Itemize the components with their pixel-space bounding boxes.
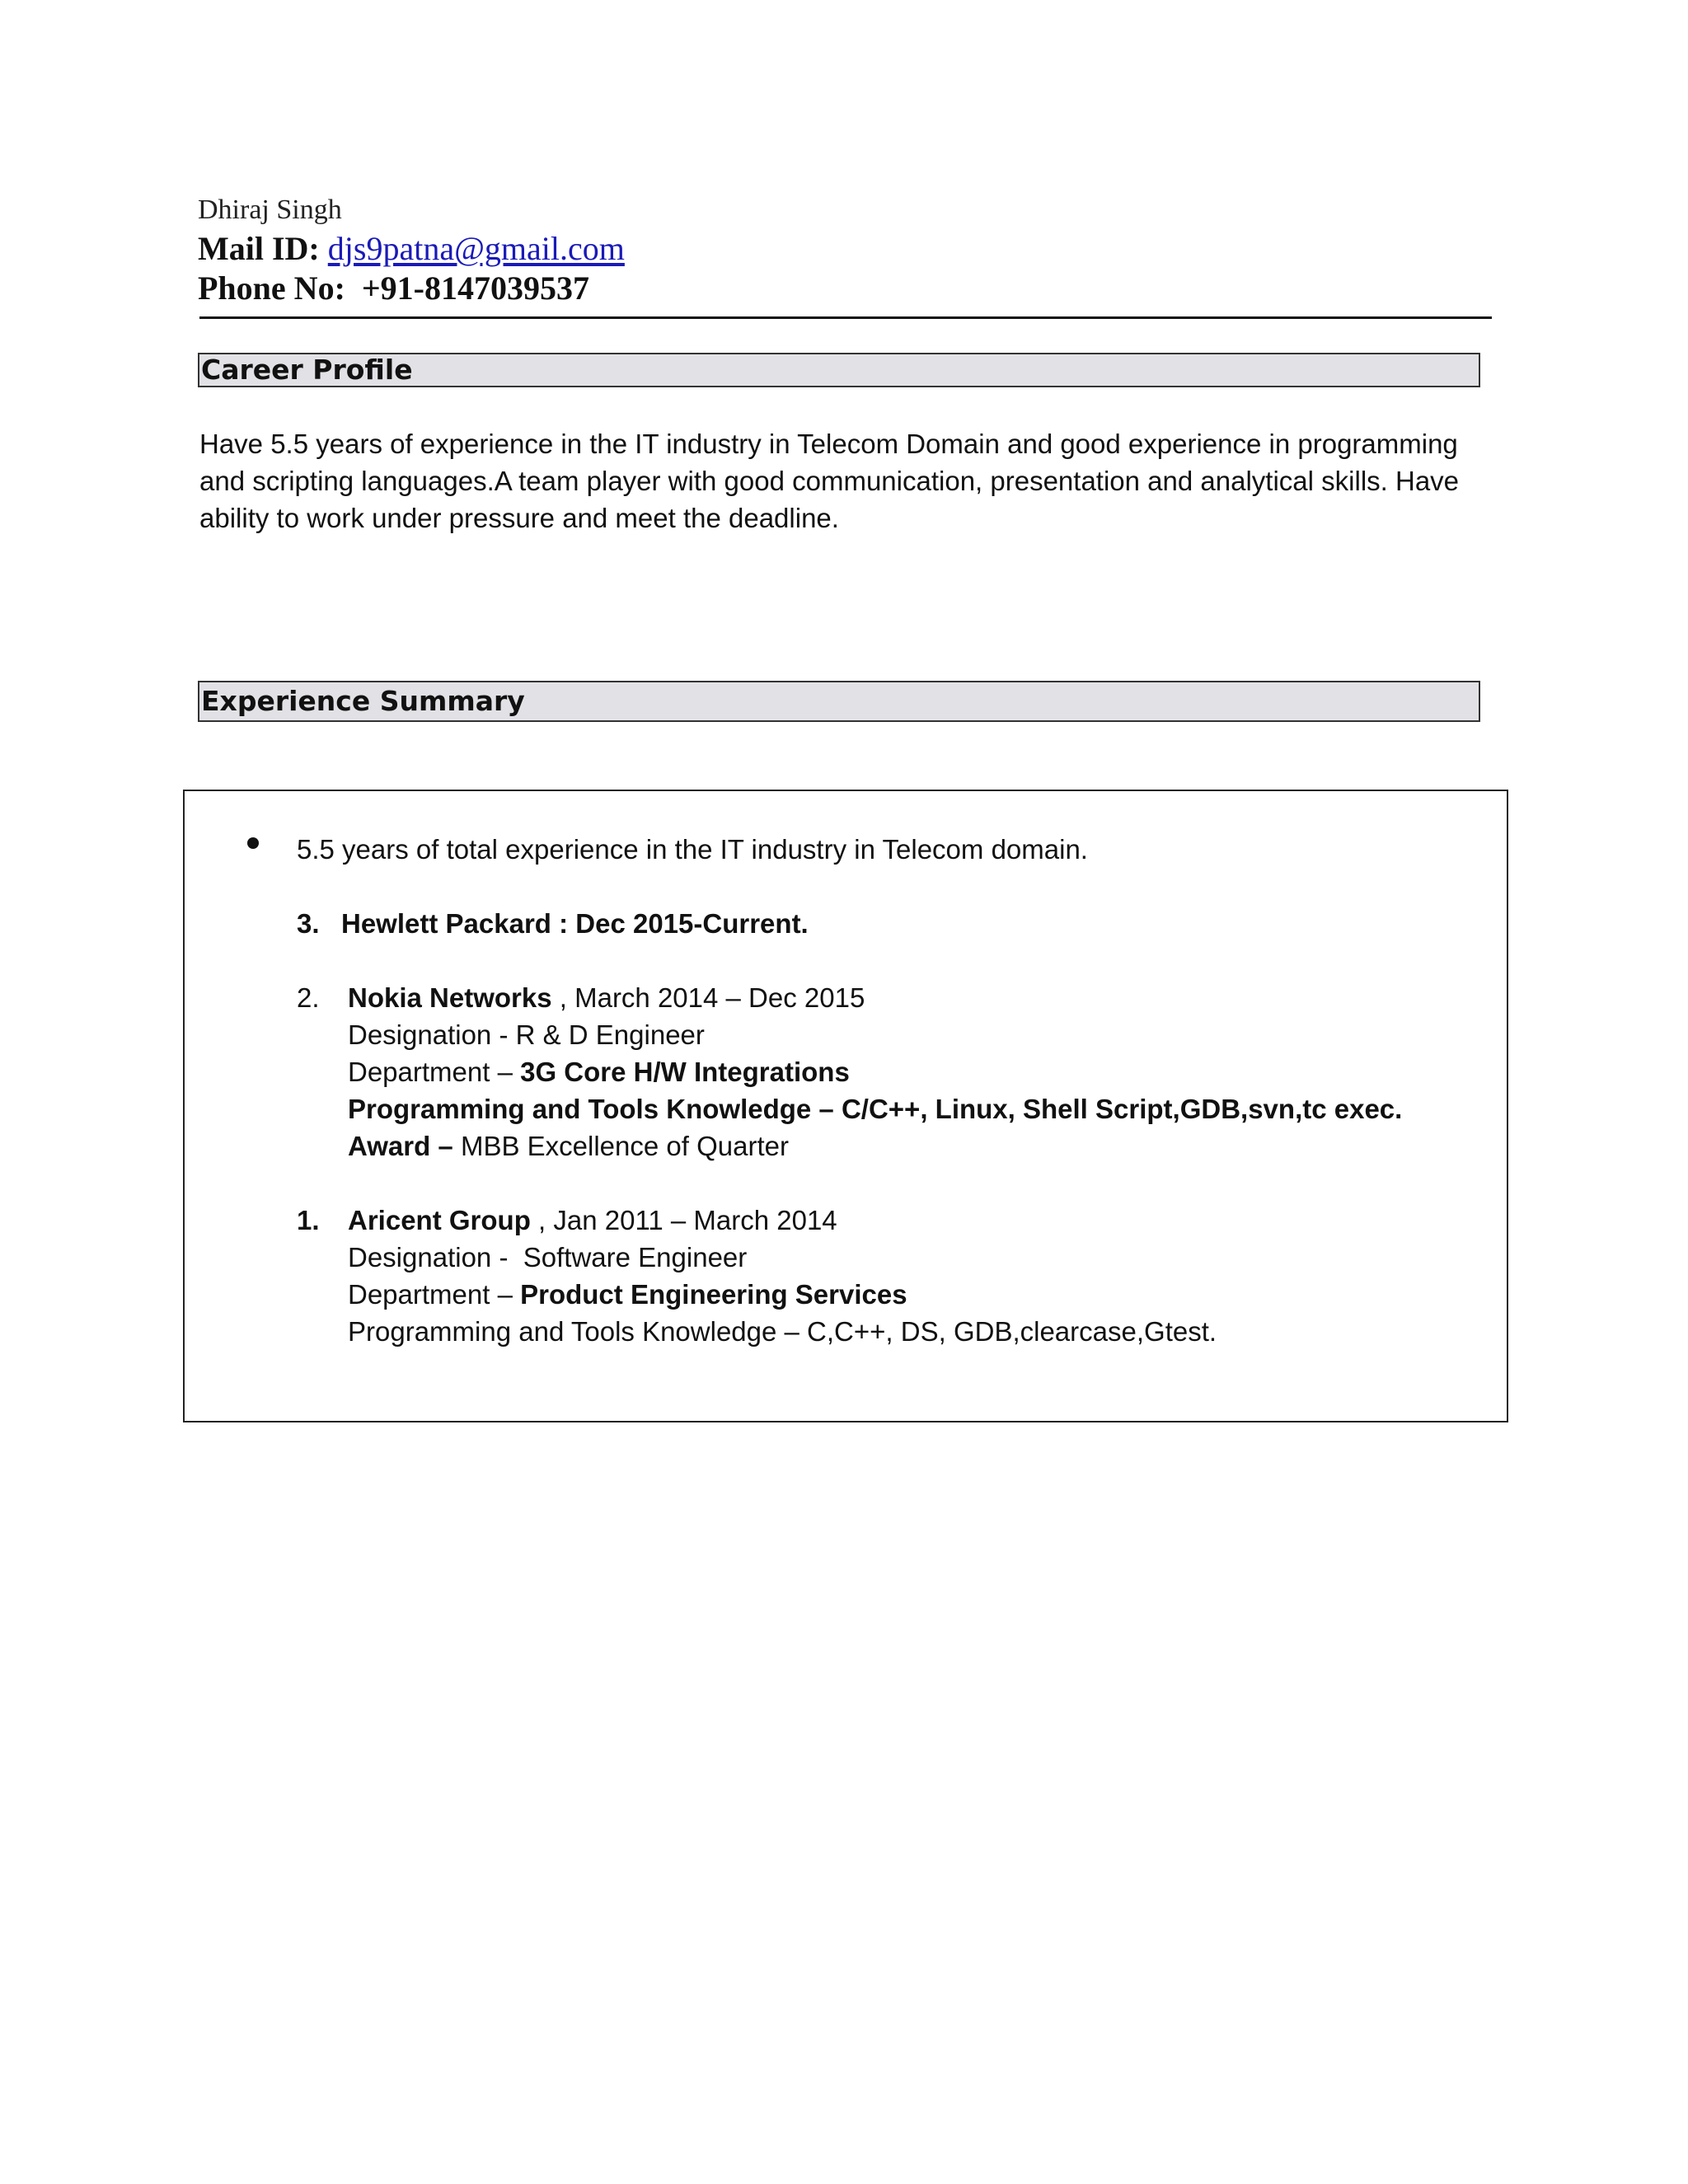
department-label: Department – <box>348 1057 521 1087</box>
job-designation: Designation - R & D Engineer <box>348 1019 705 1050</box>
job-tools: Programming and Tools Knowledge – C,C++, DS, GDB,clearcase,Gtest. <box>348 1316 1217 1347</box>
department-value: Product Engineering Services <box>520 1279 907 1310</box>
job-award <box>348 1127 789 1165</box>
phone-label: Phone No: <box>198 269 345 307</box>
job-period: , Jan 2011 – March 2014 <box>530 1205 837 1235</box>
department-value: 3G Core H/W Integrations <box>520 1057 850 1087</box>
mail-label: Mail ID: <box>198 230 320 267</box>
job-department <box>348 1053 850 1090</box>
header-divider <box>199 316 1492 319</box>
job-department <box>348 1276 907 1313</box>
job-number: 3. <box>297 908 320 939</box>
job-heading-nokia <box>348 979 865 1016</box>
job-heading-aricent <box>348 1202 837 1239</box>
job-number: 1. <box>297 1205 320 1235</box>
email-link[interactable]: djs9patna@gmail.com <box>327 230 625 267</box>
company-name: Nokia Networks <box>348 982 552 1013</box>
bullet-icon <box>247 837 259 849</box>
department-label: Department – <box>348 1279 521 1310</box>
career-profile-text: Have 5.5 years of experience in the IT industry in Telecom Domain and good experience in programming and scripting languages.A team player with good communication, presentation and analytical skills. Have ability to work under pressure and meet the deadline. <box>199 429 1460 533</box>
candidate-name: Dhiraj Singh <box>198 194 342 225</box>
job-title-hp: Hewlett Packard : Dec 2015-Current. <box>341 908 809 939</box>
job-period: , March 2014 – Dec 2015 <box>551 982 865 1013</box>
job-designation: Designation - Software Engineer <box>348 1242 748 1272</box>
job-number: 2. <box>297 982 320 1013</box>
award-label: Award – <box>348 1131 461 1161</box>
career-profile-heading: Career Profile <box>198 353 1480 387</box>
experience-summary-heading: Experience Summary <box>198 681 1480 722</box>
phone-number: +91-8147039537 <box>361 269 590 307</box>
job-tools: Programming and Tools Knowledge – C/C++, Linux, Shell Script,GDB,svn,tc exec. <box>348 1094 1403 1124</box>
award-value: MBB Excellence of Quarter <box>460 1131 789 1161</box>
experience-bullet: 5.5 years of total experience in the IT industry in Telecom domain. <box>297 834 1088 865</box>
phone-line <box>198 269 589 307</box>
company-name: Aricent Group <box>348 1205 531 1235</box>
mail-line <box>198 229 625 268</box>
